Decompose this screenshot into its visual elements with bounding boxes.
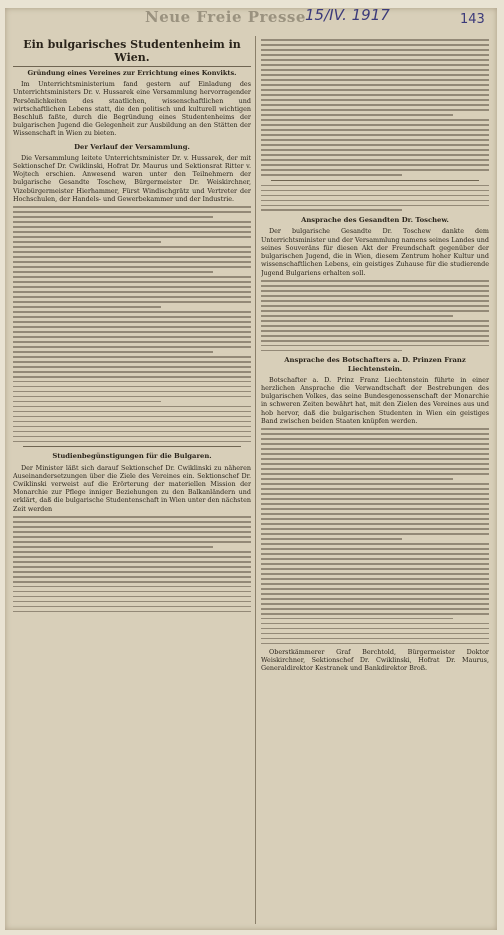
text-lines-block [261,185,489,212]
handwritten-page-number: 143 [460,12,485,27]
article-headline: Ein bulgarisches Studentenheim in Wien. [13,36,251,67]
handwritten-date: 15/IV. 1917 [305,8,390,24]
section-rule [23,446,241,447]
section-heading-verlauf: Der Verlauf der Versammlung. [74,142,190,151]
right-column [261,36,489,926]
section-heading-studienbeguenstigungen: Studienbegünstigungen für die Bulgaren. [52,452,212,461]
closing-paragraph: Oberstkämmerer Graf Berchtold, Bürgermeister Doktor Weiskirchner, Sektionschef Dr. Cwiklinski, Hofrat Dr. Maurus, Generaldirektor Kestranek und Bankdirektor Broß. [261,647,489,672]
text-lines-block [261,39,489,175]
left-column [13,36,251,926]
column-divider [255,36,256,924]
text-lines-block [261,428,489,644]
intro-paragraph: Im Unterrichtsministerium fand gestern auf Einladung des Unterrichtsministers Dr. v. Hussarek eine Versammlung hervorragender Persönlichkeiten des staatlichen, wissenschaftlichen und wirtschaftlichen Lebens statt, die den politisch und kulturell wichtigen Beschluß faßte, durch die Begründung eines Studentenheims der bulgarischen Jugend die Gelegenheit zur Ausbildung an den Stätten der Wissenschaft in Wien zu bieten. [13,80,251,138]
section-paragraph-liechtenstein: Botschafter a. D. Prinz Franz Liechtenstein führte in einer herzlichen Ansprache die Verwandtschaft der Bestrebungen des bulgarischen Volkes, das seine Bundesgenossenschaft der Monarchie in schweren Zeiten bewährt hat, mit den Zielen des Vereines aus und hob hervor, daß die bulgarischen Studenten in Wien ein geistiges Band zwischen beiden Staaten knüpfen werden. [261,375,489,425]
section-rule [271,180,479,181]
article-subheadline: Gründung eines Vereines zur Errichtung eines Konvikts. [27,69,237,77]
section-paragraph-toschew: Der bulgarische Gesandte Dr. Toschew dankte dem Unterrichtsminister und der Versammlung namens seines Landes und seines Souveräns für diesen Akt der Freundschaft gegenüber der bulgarischen Jugend, die in Wien, diesem Zentrum hoher Kultur und wissenschaftlichen Lebens, ein geistiges Zuhause für die studierende Jugend Bulgariens erhalten soll. [261,227,489,277]
text-lines-block [13,516,251,613]
masthead: Neue Freie Presse [145,8,306,26]
newspaper-clipping [5,8,497,930]
section-heading-toschew: Ansprache des Gesandten Dr. Toschew. [301,216,449,225]
section-paragraph-verlauf: Die Versammlung leitete Unterrichtsminister Dr. v. Hussarek, der mit Sektionschef Dr. Cwiklinski, Hofrat Dr. Maurus und Sektionsrat Ritter v. Wojtech erschien. Anwesend waren unter den Teilnehmern der bulgarische Gesandte Toschew, Bürgermeister Dr. Weiskirchner, Vizebürgermeister Hierhammer, Fürst Windischgrätz und Vertreter der Hochschulen, der Handels- und Gewerbekammer und der Industrie. [13,153,251,203]
section-heading-liechtenstein: Ansprache des Botschafters a. D. Prinzen Franz Liechtenstein. [284,356,466,373]
section-paragraph-studienbeguenstigungen: Der Minister läßt sich darauf Sektionschef Dr. Cwiklinski zu näheren Auseinandersetzungen über die Ziele des Vereines ein. Sektionschef Dr. Cwiklinski verweist auf die Erörterung der materiellen Mission der Monarchie zur Pflege inniger Beziehungen zu den Balkanländern und erklärt, daß die bulgarische Studentenschaft in Wien unter den nächsten Zeit werden [13,463,251,513]
text-lines-block [13,206,251,442]
text-lines-block [261,280,489,352]
